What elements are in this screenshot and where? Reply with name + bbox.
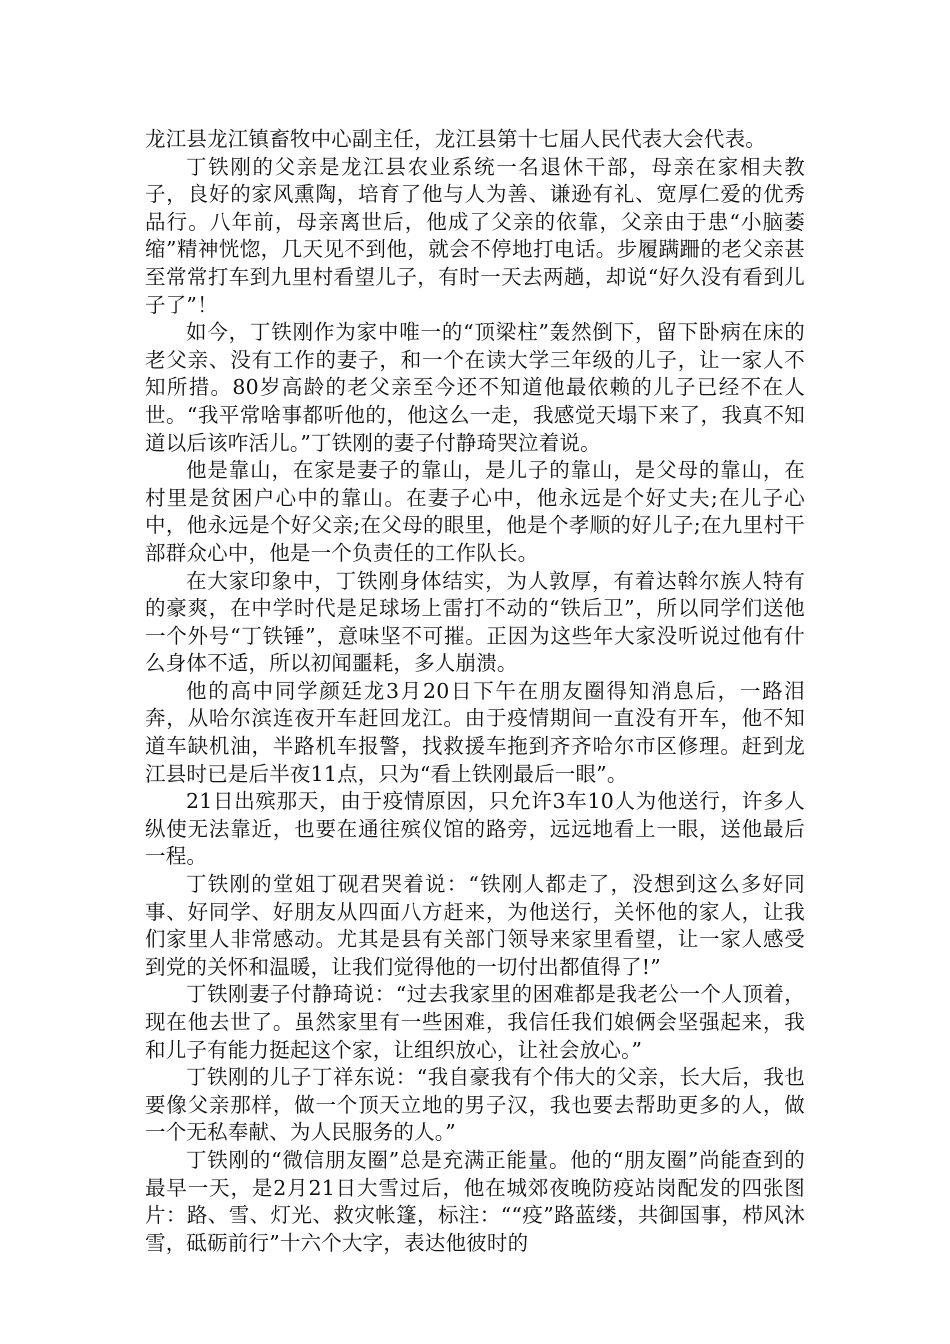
paragraph-10: 丁铁刚的儿子丁祥东说：“我自豪我有个伟大的父亲，长大后，我也要像父亲那样，做一个顶天立地的男子汉，我也要去帮助更多的人，做一个无私奉献、为人民服务的人。”	[145, 1065, 805, 1145]
paragraph-11: 丁铁刚的“微信朋友圈”总是充满正能量。他的“朋友圈”尚能查到的最早一天，是2月21日大雪过后，他在城郊夜晚防疫站岗配发的四张图片：路、雪、灯光、救灾帐篷，标注：““疫”路蓝缕，共御国事，栉风沐雪，砥砺前行”十六个大字，表达他彼时的	[145, 1147, 805, 1255]
document-body	[145, 126, 805, 1257]
paragraph-8: 丁铁刚的堂姐丁砚君哭着说：“铁刚人都走了，没想到这么多好同事、好同学、好朋友从四面八方赶来，为他送行，关怀他的家人，让我们家里人非常感动。尤其是县有关部门领导来家里看望，让一家人感受到党的关怀和温暖，让我们觉得他的一切付出都值得了!”	[145, 872, 805, 979]
paragraph-6: 他的高中同学颜廷龙3月20日下午在朋友圈得知消息后，一路泪奔，从哈尔滨连夜开车赶回龙江。由于疫情期间一直没有开车，他不知道车缺机油，半路机车报警，找救援车拖到齐齐哈尔市区修理。赶到龙江县时已是后半夜11点，只为“看上铁刚最后一眼”。	[145, 678, 805, 786]
paragraph-5: 在大家印象中，丁铁刚身体结实，为人敦厚，有着达斡尔族人特有的豪爽，在中学时代是足球场上雷打不动的“铁后卫”，所以同学们送他一个外号“丁铁锤”，意味坚不可摧。正因为这些年大家没听说过他有什么身体不适，所以初闻噩耗，多人崩溃。	[145, 568, 805, 676]
paragraph-4: 他是靠山，在家是妻子的靠山，是儿子的靠山，是父母的靠山，在村里是贫困户心中的靠山。在妻子心中，他永远是个好丈夫;在儿子心中，他永远是个好父亲;在父母的眼里，他是个孝顺的好儿子;在九里村干部群众心中，他是一个负责任的工作队长。	[145, 458, 805, 565]
paragraph-9: 丁铁刚妻子付静琦说：“过去我家里的困难都是我老公一个人顶着，现在他去世了。虽然家里有一些困难，我信任我们娘俩会坚强起来，我和儿子有能力挺起这个家，让组织放心，让社会放心。”	[145, 982, 805, 1062]
paragraph-7: 21日出殡那天，由于疫情原因，只允许3车10人为他送行，许多人纵使无法靠近，也要在通往殡仪馆的路旁，远远地看上一眼，送他最后一程。	[145, 789, 805, 869]
paragraph-1: 龙江县龙江镇畜牧中心副主任，龙江县第十七届人民代表大会代表。	[145, 127, 766, 151]
paragraph-3: 如今，丁铁刚作为家中唯一的“顶梁柱”轰然倒下，留下卧病在床的老父亲、没有工作的妻子，和一个在读大学三年级的儿子，让一家人不知所措。80岁高龄的老父亲至今还不知道他最依赖的儿子已经不在人世。“我平常啥事都听他的，他这么一走，我感觉天塌下来了，我真不知道以后该咋活儿。”丁铁刚的妻子付静琦哭泣着说。	[145, 320, 805, 455]
paragraph-2: 丁铁刚的父亲是龙江县农业系统一名退休干部，母亲在家相夫教子，良好的家风熏陶，培育了他与人为善、谦逊有礼、宽厚仁爱的优秀品行。八年前，母亲离世后，他成了父亲的依靠，父亲由于患“小脑萎缩”精神恍惚，几天见不到他，就会不停地打电话。步履蹒跚的老父亲甚至常常打车到九里村看望儿子，有时一天去两趟，却说“好久没有看到儿子了”！	[145, 154, 805, 317]
